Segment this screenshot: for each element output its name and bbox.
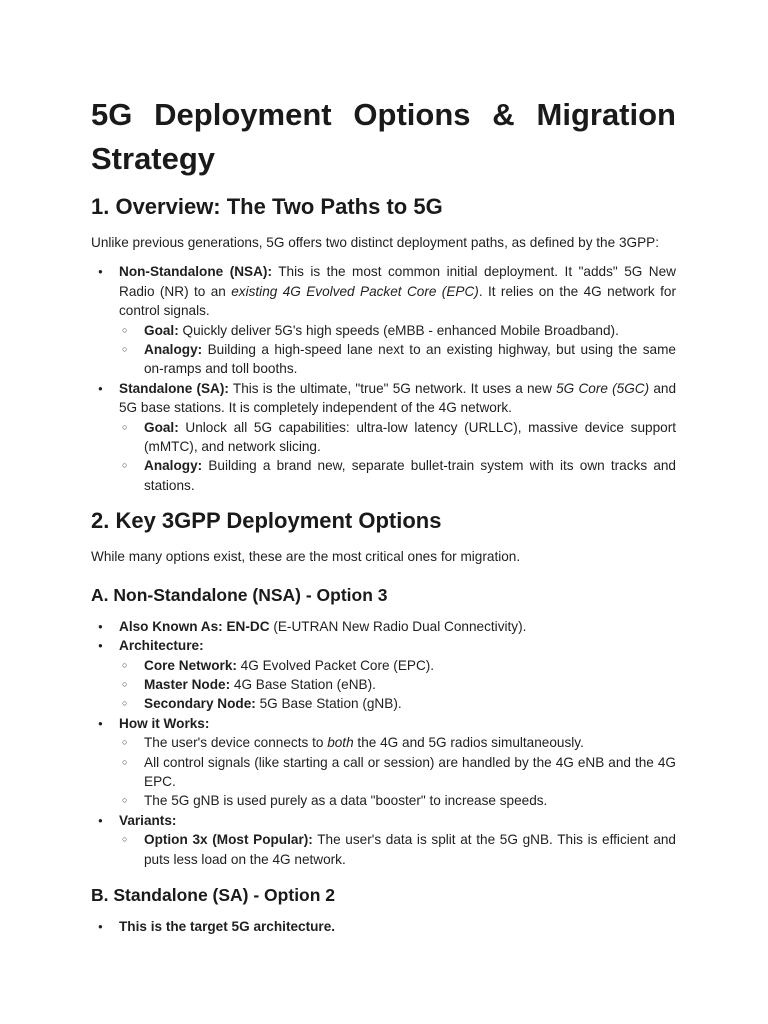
master-node-text: 4G Base Station (eNB). bbox=[230, 676, 376, 692]
section-options-heading: 2. Key 3GPP Deployment Options bbox=[91, 508, 442, 534]
target-text: This is the target 5G architecture. bbox=[119, 918, 336, 934]
list-item-how-3: ○ The 5G gNB is used purely as a data "booster" to increase speeds. bbox=[119, 791, 676, 810]
aka-text: (E-UTRAN New Radio Dual Connectivity). bbox=[269, 618, 527, 634]
list-item-nsa-analogy bbox=[119, 340, 676, 379]
variants-sublist bbox=[119, 830, 676, 869]
section-overview-heading: 1. Overview: The Two Paths to 5G bbox=[91, 194, 443, 219]
list-item-how-2: ○ All control signals (like starting a call or session) are handled by the 4G eNB and the 4G EPC. bbox=[119, 753, 676, 792]
section-options-intro: While many options exist, these are the most critical ones for migration. bbox=[91, 549, 521, 565]
master-node-label: Master Node: bbox=[144, 676, 231, 692]
nsa-text-emphasis: existing 4G Evolved Packet Core (EPC) bbox=[231, 283, 479, 299]
nsa-text-end: . It relies on the 4G network for control signals. bbox=[119, 283, 676, 319]
option-b-list bbox=[91, 917, 676, 936]
list-item-sa-analogy bbox=[119, 456, 676, 495]
list-item-secondary-node bbox=[119, 694, 676, 713]
how-1-text: The user's device connects to bbox=[144, 735, 328, 751]
option-b-heading: B. Standalone (SA) - Option 2 bbox=[91, 884, 336, 905]
sa-text-emphasis: 5G Core (5GC) bbox=[556, 380, 650, 396]
core-network-text: 4G Evolved Packet Core (EPC). bbox=[236, 657, 435, 673]
sa-text-end: and 5G base stations. It is completely independent of the 4G network. bbox=[119, 380, 676, 416]
how-1-text-end: the 4G and 5G radios simultaneously. bbox=[353, 735, 584, 751]
core-network-label: Core Network: bbox=[144, 657, 237, 673]
goal-text: Quickly deliver 5G's high speeds (eMBB - enhanced Mobile Broadband). bbox=[178, 322, 619, 338]
variants-label: Variants: bbox=[119, 812, 177, 828]
nsa-sublist bbox=[119, 321, 676, 379]
architecture-label: Architecture: bbox=[119, 638, 204, 654]
sa-label: Standalone (SA): bbox=[119, 380, 229, 396]
how-it-works-sublist bbox=[119, 733, 676, 811]
goal-label: Goal: bbox=[144, 419, 179, 435]
option-3x-label: Option 3x (Most Popular): bbox=[144, 832, 313, 848]
secondary-node-label: Secondary Node: bbox=[144, 696, 256, 712]
how-1-emphasis: both bbox=[327, 735, 354, 751]
list-item-core-network bbox=[119, 656, 676, 675]
list-item-how-it-works bbox=[91, 714, 676, 811]
analogy-label: Analogy: bbox=[144, 342, 203, 358]
list-item-master-node bbox=[119, 675, 676, 694]
how-it-works-label: How it Works: bbox=[119, 715, 210, 731]
analogy-text: Building a high-speed lane next to an existing highway, but using the same on-ramps and toll booths. bbox=[144, 342, 676, 377]
list-item-nsa bbox=[91, 262, 676, 378]
list-item-nsa-goal bbox=[119, 321, 676, 340]
option-a-list bbox=[91, 617, 676, 869]
list-item-target bbox=[91, 917, 676, 936]
list-item-how-1 bbox=[119, 733, 676, 752]
goal-text: Unlock all 5G capabilities: ultra-low latency (URLLC), massive device support (mMTC), and network slicing. bbox=[144, 419, 676, 455]
goal-label: Goal: bbox=[144, 322, 179, 338]
document-title: 5G Deployment Options & Migration Strategy bbox=[91, 97, 676, 176]
analogy-text: Building a brand new, separate bullet-train system with its own tracks and stations. bbox=[144, 458, 676, 493]
analogy-label: Analogy: bbox=[144, 458, 203, 474]
list-item-variants bbox=[91, 811, 676, 869]
list-item-option-3x bbox=[119, 830, 676, 869]
sa-sublist bbox=[119, 418, 676, 496]
architecture-sublist bbox=[119, 656, 676, 714]
option-a-heading: A. Non-Standalone (NSA) - Option 3 bbox=[91, 584, 388, 605]
sa-text: This is the ultimate, "true" 5G network. It uses a new bbox=[228, 380, 557, 396]
nsa-text: This is the most common initial deployment. It "adds" 5G New Radio (NR) to an bbox=[119, 264, 676, 299]
nsa-label: Non-Standalone (NSA): bbox=[119, 264, 272, 280]
list-item-sa-goal bbox=[119, 418, 676, 457]
list-item-sa bbox=[91, 379, 676, 495]
option-3x-text: The user's data is split at the 5G gNB. This is efficient and puts less load on the 4G network. bbox=[144, 832, 676, 867]
aka-label: Also Known As: EN-DC bbox=[119, 618, 270, 634]
list-item-architecture bbox=[91, 636, 676, 714]
list-item-aka bbox=[91, 617, 676, 636]
deployment-paths-list bbox=[91, 262, 676, 495]
secondary-node-text: 5G Base Station (gNB). bbox=[255, 696, 402, 712]
section-overview-intro: Unlike previous generations, 5G offers two distinct deployment paths, as defined by the 3GPP: bbox=[91, 235, 659, 250]
